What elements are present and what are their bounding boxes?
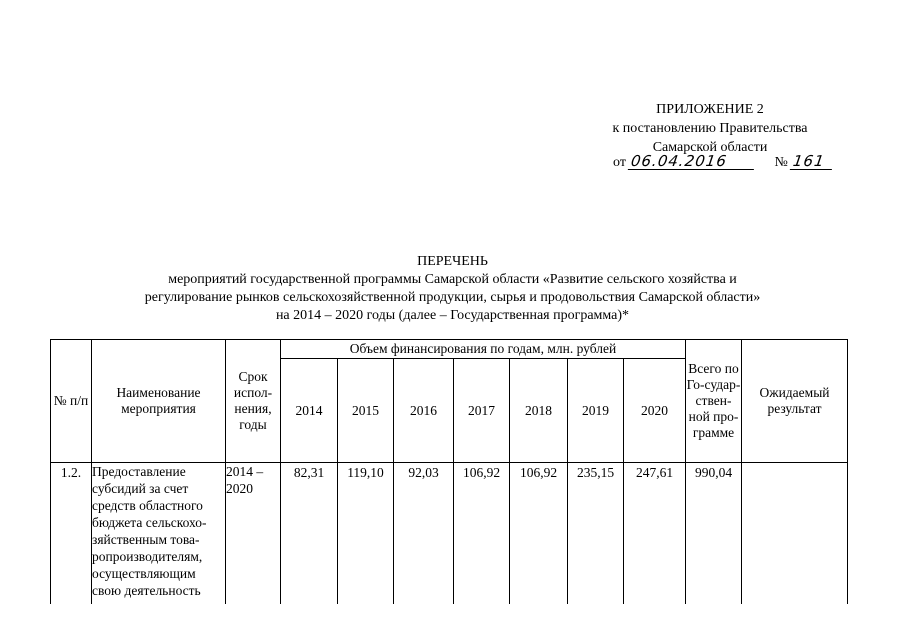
appendix-resolution-line: к постановлению Правительства [612, 121, 808, 136]
header-expected-result: Ожидаемый результат [742, 340, 848, 463]
heading-line-3: на 2014 – 2020 годы (далее – Государственная программа)* [275, 308, 630, 323]
measure-name-line: ропроизводителям, [92, 549, 203, 564]
header-term: Срок испол-нения, годы [226, 340, 281, 463]
row-number: 1.2. [51, 463, 92, 605]
measure-name-line: бюджета сельскохо- [92, 515, 207, 530]
heading-line-2: регулирование рынков сельскохозяйственной продукции, сырья и продовольствия Самарской области» [144, 290, 761, 305]
row-term: 2014 – 2020 [226, 463, 281, 605]
row-value-2015: 119,10 [338, 463, 394, 605]
appendix-title: ПРИЛОЖЕНИЕ 2 [656, 102, 764, 117]
measure-name-line: зяйственным това- [92, 532, 200, 547]
resolution-date-number [613, 153, 833, 171]
number-prefix: № [774, 155, 788, 170]
row-value-2020: 247,61 [624, 463, 686, 605]
heading-line-1: мероприятий государственной программы Самарской области «Развитие сельского хозяйства и [168, 272, 737, 287]
header-year: 2016 [394, 359, 454, 463]
header-year: 2019 [568, 359, 624, 463]
measure-name-line: Предоставление [92, 464, 186, 479]
header-year: 2015 [338, 359, 394, 463]
row-value-2014: 82,31 [281, 463, 338, 605]
row-expected-result [742, 463, 848, 605]
row-value-2018: 106,92 [510, 463, 568, 605]
document-heading [0, 253, 905, 325]
handwritten-date: 06.04.2016 [628, 153, 756, 170]
measure-name-line: осуществляющим [92, 566, 196, 581]
row-value-2016: 92,03 [394, 463, 454, 605]
header-funding-group: Объем финансирования по годам, млн. рублей [281, 340, 686, 359]
measure-name-line: свою деятельность [92, 583, 201, 598]
row-value-2019: 235,15 [568, 463, 624, 605]
measure-name-line: средств областного [92, 498, 203, 513]
header-year: 2017 [454, 359, 510, 463]
row-value-2017: 106,92 [454, 463, 510, 605]
appendix-region-line: Самарской области [652, 140, 768, 155]
row-total: 990,04 [686, 463, 742, 605]
appendix-block [590, 100, 830, 157]
table-row [51, 463, 848, 605]
header-year: 2014 [281, 359, 338, 463]
heading-title: ПЕРЕЧЕНЬ [417, 254, 488, 269]
handwritten-number: 161 [790, 153, 834, 170]
date-prefix: от [613, 155, 626, 170]
row-measure-name [92, 463, 226, 605]
header-total: Всего по Го-судар-ствен-ной про-грамме [686, 340, 742, 463]
measure-name-line: субсидий за счет [92, 481, 189, 496]
header-year: 2018 [510, 359, 568, 463]
header-measure-name: Наименование мероприятия [92, 340, 226, 463]
measures-table [50, 339, 848, 604]
header-year: 2020 [624, 359, 686, 463]
header-number: № п/п [51, 340, 92, 463]
